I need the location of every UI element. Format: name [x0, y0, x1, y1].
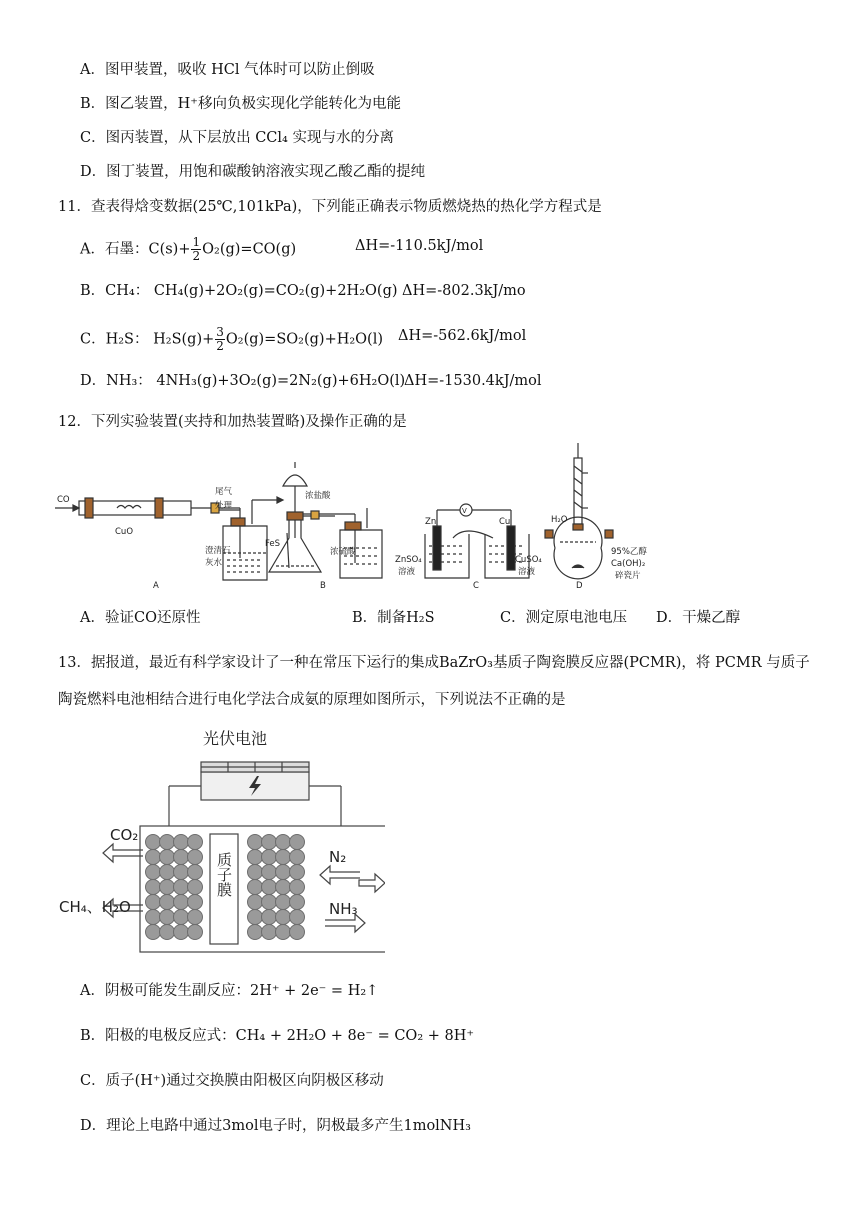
electrode-particle — [160, 850, 175, 865]
electrode-particle — [248, 850, 263, 865]
electrode-particle — [146, 850, 161, 865]
electrode-particle — [146, 835, 161, 850]
electrode-particle — [188, 925, 203, 940]
fig12-porcelain-label: 碎瓷片 — [615, 571, 641, 581]
fig12-cuso4-label-2: 溶液 — [518, 567, 536, 577]
q12-option-a: A．验证CO还原性 — [80, 610, 201, 626]
electrode-particle — [146, 925, 161, 940]
q11-c-eq-post: O₂(g)=SO₂(g)+H₂O(l) — [225, 331, 384, 348]
fig12-fes-label: FeS — [265, 539, 281, 549]
q11-d-label: D．NH₃： — [80, 373, 152, 389]
electrode-particle — [290, 880, 305, 895]
electrode-particle — [174, 895, 189, 910]
q11-a-label: A．石墨： — [80, 241, 149, 258]
fig12-cuso4-label-1: CuSO₄ — [515, 555, 542, 565]
electrode-particle — [262, 925, 277, 940]
electrode-particle — [276, 850, 291, 865]
q11-option-d — [80, 371, 405, 391]
electrode-particle — [146, 910, 161, 925]
electrode-particle — [248, 910, 263, 925]
electrode-particle — [188, 910, 203, 925]
electrode-particle — [262, 850, 277, 865]
fig12-cu-label: Cu — [499, 517, 511, 527]
electrode-particle — [174, 850, 189, 865]
electrode-particle — [160, 895, 175, 910]
fig12-co-label: CO — [57, 495, 70, 505]
q13-stem-line-1: 13．据报道，最近有科学家设计了一种在常压下运行的集成BaZrO₃基质子陶瓷膜反应器(PCMR)，将 PCMR 与质子 — [58, 655, 810, 671]
fig12-a-tag: A — [153, 581, 159, 591]
fig12-znso4-label-1: ZnSO₄ — [395, 555, 422, 565]
fig13-n2-label: N₂ — [329, 848, 347, 866]
electrode-particle — [262, 910, 277, 925]
fig12-cuo-label: CuO — [115, 527, 134, 537]
electrode-particle — [188, 895, 203, 910]
electrode-particle — [276, 895, 291, 910]
electrode-particle — [188, 880, 203, 895]
fig12-conc-hcl-label: 浓盐酸 — [305, 491, 331, 501]
fig12-b-tag: B — [320, 581, 326, 591]
q10-option-c: C．图丙装置，从下层放出 CCl₄ 实现与水的分离 — [80, 130, 394, 146]
q11-b-enthalpy: ΔH=-802.3kJ/mo — [402, 283, 526, 299]
q10-option-b: B．图乙装置，H⁺移向负极实现化学能转化为电能 — [80, 96, 401, 112]
fig13-nh3-label: NH₃ — [329, 900, 358, 918]
q10-option-d: D．图丁装置，用饱和碳酸钠溶液实现乙酸乙酯的提纯 — [80, 164, 426, 180]
fig12-ethanol-label: 95%乙醇 — [611, 547, 647, 557]
fig12-h2o-label: H₂O — [551, 515, 568, 525]
electrode-particle — [174, 880, 189, 895]
electrode-particle — [146, 880, 161, 895]
q11-option-a — [80, 236, 296, 263]
electrode-particle — [262, 895, 277, 910]
q13-cell-figure — [55, 722, 385, 962]
electrode-particle — [290, 910, 305, 925]
q11-c-fraction: $\frac{3}{2}$ — [216, 325, 224, 353]
q12-option-b: B．制备H₂S — [352, 610, 435, 626]
electrode-particle — [248, 895, 263, 910]
electrode-particle — [160, 880, 175, 895]
electrode-particle — [174, 910, 189, 925]
q13-option-b: B．阳极的电极反应式：CH₄ + 2H₂O + 8e⁻ = CO₂ + 8H⁺ — [80, 1028, 475, 1044]
q12-option-c: C．测定原电池电压 — [500, 610, 628, 626]
electrode-particle — [174, 865, 189, 880]
q11-c-label: C．H₂S： — [80, 331, 149, 348]
electrode-particle — [290, 835, 305, 850]
electrode-particle — [146, 895, 161, 910]
electrode-particle — [174, 835, 189, 850]
q11-c-enthalpy: ΔH=-562.6kJ/mol — [398, 328, 527, 344]
electrode-particle — [276, 835, 291, 850]
electrode-particle — [248, 865, 263, 880]
fig12-znso4-label-2: 溶液 — [398, 567, 416, 577]
electrode-particle — [160, 910, 175, 925]
electrode-particle — [248, 835, 263, 850]
q11-b-eq: CH₄(g)+2O₂(g)=CO₂(g)+2H₂O(g) — [153, 283, 398, 299]
q12-stem: 12．下列实验装置(夹持和加热装置略)及操作正确的是 — [58, 414, 407, 430]
fig13-membrane-label: 质子膜 — [215, 852, 233, 897]
fig12-limewater-label-2: 灰水 — [205, 558, 223, 568]
q11-a-eq-post: O₂(g)=CO(g) — [202, 241, 297, 258]
fig12-d-tag: D — [576, 581, 583, 591]
electrode-particle — [160, 865, 175, 880]
electrode-particle — [276, 865, 291, 880]
q13-stem-line-2: 陶瓷燃料电池相结合进行电化学法合成氨的原理如图所示，下列说法不正确的是 — [58, 692, 566, 708]
electrode-particle — [188, 835, 203, 850]
fig13-ch4-h2o-label: CH₄、H₂O — [59, 898, 131, 916]
q11-a-fraction: $\frac{1}{2}$ — [192, 235, 201, 263]
electrode-particle — [276, 910, 291, 925]
fig12-zn-label: Zn — [425, 517, 437, 527]
electrode-particle — [248, 925, 263, 940]
q11-option-b — [80, 281, 398, 301]
electrode-particle — [160, 925, 175, 940]
electrode-particle — [276, 925, 291, 940]
q11-a-eq-pre: C(s)+ — [148, 241, 191, 258]
fig12-caoh2-label: Ca(OH)₂ — [611, 559, 646, 569]
fig13-co2-label: CO₂ — [110, 826, 139, 844]
fig12-tail-label-1: 尾气 — [215, 487, 233, 497]
q12-apparatus-figure — [55, 438, 775, 598]
q13-option-a: A．阴极可能发生副反应：2H⁺ + 2e⁻ = H₂↑ — [80, 983, 379, 999]
electrode-particle — [276, 880, 291, 895]
fig12-limewater-label-1: 澄清石 — [205, 546, 231, 556]
electrode-particle — [290, 865, 305, 880]
fig13-pv-label: 光伏电池 — [203, 729, 268, 748]
electrode-particle — [248, 880, 263, 895]
electrode-particle — [290, 925, 305, 940]
fig12-conc-h2so4-label: 浓硫酸 — [330, 547, 356, 557]
q12-option-d: D．干燥乙醇 — [656, 610, 741, 626]
electrode-particle — [262, 835, 277, 850]
q11-option-c — [80, 326, 383, 353]
q11-c-eq-pre: H₂S(g)+ — [153, 331, 215, 348]
electrode-particle — [262, 865, 277, 880]
fig12-c-tag: C — [473, 581, 479, 591]
fig12-voltmeter-label: V — [462, 507, 467, 515]
electrode-particle — [290, 850, 305, 865]
electrode-particle — [290, 895, 305, 910]
q11-d-eq: 4NH₃(g)+3O₂(g)=2N₂(g)+6H₂O(l) — [156, 373, 406, 389]
q11-d-enthalpy: ΔH=-1530.4kJ/mol — [404, 373, 542, 389]
q11-b-label: B．CH₄： — [80, 283, 150, 299]
electrode-particle — [262, 880, 277, 895]
q11-stem: 11．查表得焓变数据(25℃,101kPa)，下列能正确表示物质燃烧热的热化学方程式是 — [58, 199, 602, 215]
q11-a-enthalpy: ΔH=-110.5kJ/mol — [355, 238, 484, 254]
electrode-particle — [160, 835, 175, 850]
fig12-tail-label-2: 处理 — [215, 501, 233, 511]
q13-option-d: D．理论上电路中通过3mol电子时，阴极最多产生1molNH₃ — [80, 1118, 471, 1134]
electrode-particle — [146, 865, 161, 880]
electrode-particle — [188, 850, 203, 865]
q13-option-c: C．质子(H⁺)通过交换膜由阳极区向阴极区移动 — [80, 1073, 384, 1089]
electrode-particle — [174, 925, 189, 940]
electrode-particle — [188, 865, 203, 880]
q10-option-a: A．图甲装置，吸收 HCl 气体时可以防止倒吸 — [80, 62, 375, 78]
